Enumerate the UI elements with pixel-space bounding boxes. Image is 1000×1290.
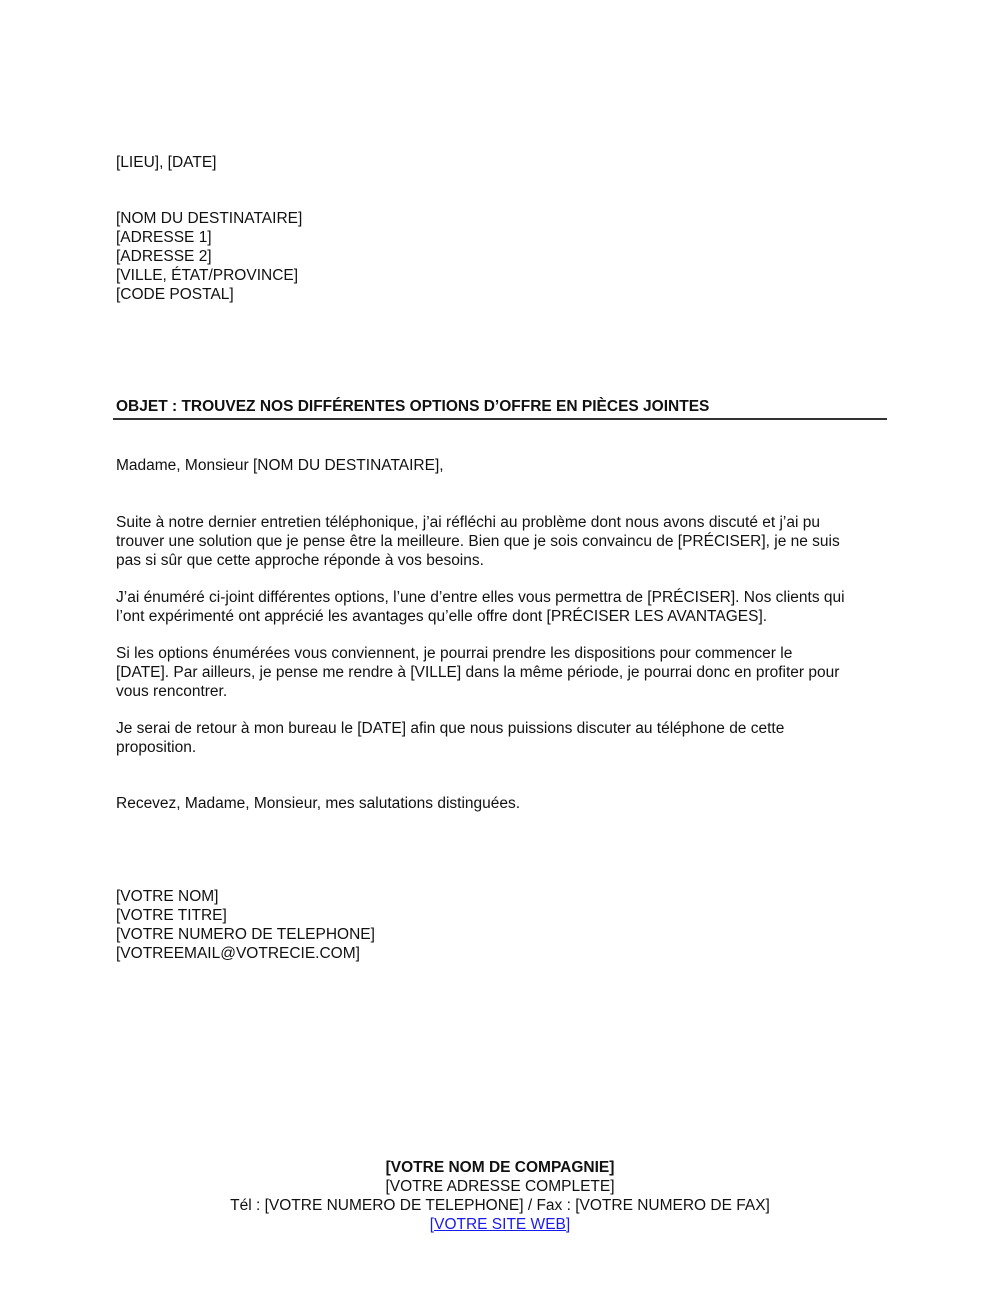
paragraph-line: Suite à notre dernier entretien téléphonique, j’ai réfléchi au problème dont nous avons discuté et j’ai pu xyxy=(116,514,820,531)
paragraph-line: Si les options énumérées vous conviennent, je pourrai prendre les dispositions pour commencer le xyxy=(116,645,793,662)
sender-phone: [VOTRE NUMERO DE TELEPHONE] xyxy=(116,926,375,943)
sender-email: [VOTREEMAIL@VOTRECIE.COM] xyxy=(116,945,360,962)
recipient-address2: [ADRESSE 2] xyxy=(116,248,212,265)
subject-line: OBJET : TROUVEZ NOS DIFFÉRENTES OPTIONS D’OFFRE EN PIÈCES JOINTES xyxy=(113,397,887,420)
salutation xyxy=(116,456,891,475)
paragraph-line: J’ai énuméré ci-joint différentes options, l’une d’entre elles vous permettra de [PRÉCISER]. Nos clients qui xyxy=(116,589,845,606)
recipient-address-block xyxy=(116,209,891,304)
closing-text: Recevez, Madame, Monsieur, mes salutations distinguées. xyxy=(116,795,521,812)
body-paragraph-4 xyxy=(116,719,891,757)
body-paragraph-1 xyxy=(116,513,891,570)
place-date xyxy=(116,153,891,172)
paragraph-line: l’ont expérimenté ont apprécié les avantages qu’elle offre dont [PRÉCISER LES AVANTAGES]. xyxy=(116,608,768,625)
place-date-text: [LIEU], [DATE] xyxy=(116,154,217,171)
body-paragraph-2 xyxy=(116,588,891,626)
recipient-postal-code: [CODE POSTAL] xyxy=(116,286,234,303)
footer-website-link[interactable]: [VOTRE SITE WEB] xyxy=(429,1216,571,1233)
recipient-address1: [ADRESSE 1] xyxy=(116,229,212,246)
salutation-text: Madame, Monsieur [NOM DU DESTINATAIRE], xyxy=(116,457,444,474)
paragraph-line: Je serai de retour à mon bureau le [DATE] afin que nous puissions discuter au téléphone de cette xyxy=(116,720,785,737)
paragraph-line: proposition. xyxy=(116,739,197,756)
paragraph-line: trouver une solution que je pense être la meilleure. Bien que je sois convaincu de [PRÉCISER], je ne suis xyxy=(116,533,840,550)
signature-block xyxy=(116,887,891,963)
closing xyxy=(116,794,891,813)
body-paragraph-3 xyxy=(116,644,891,701)
recipient-name: [NOM DU DESTINATAIRE] xyxy=(116,210,303,227)
sender-title: [VOTRE TITRE] xyxy=(116,907,227,924)
company-footer xyxy=(0,1158,1000,1234)
footer-contact: Tél : [VOTRE NUMERO DE TELEPHONE] / Fax : [VOTRE NUMERO DE FAX] xyxy=(230,1197,770,1214)
paragraph-line: pas si sûr que cette approche réponde à vos besoins. xyxy=(116,552,484,569)
sender-name: [VOTRE NOM] xyxy=(116,888,219,905)
paragraph-line: [DATE]. Par ailleurs, je pense me rendre à [VILLE] dans la même période, je pourrai donc en profiter pour xyxy=(116,664,840,681)
footer-company-name: [VOTRE NOM DE COMPAGNIE] xyxy=(385,1159,615,1176)
recipient-city-state: [VILLE, ÉTAT/PROVINCE] xyxy=(116,267,299,284)
paragraph-line: vous rencontrer. xyxy=(116,683,228,700)
footer-address: [VOTRE ADRESSE COMPLETE] xyxy=(385,1178,615,1195)
